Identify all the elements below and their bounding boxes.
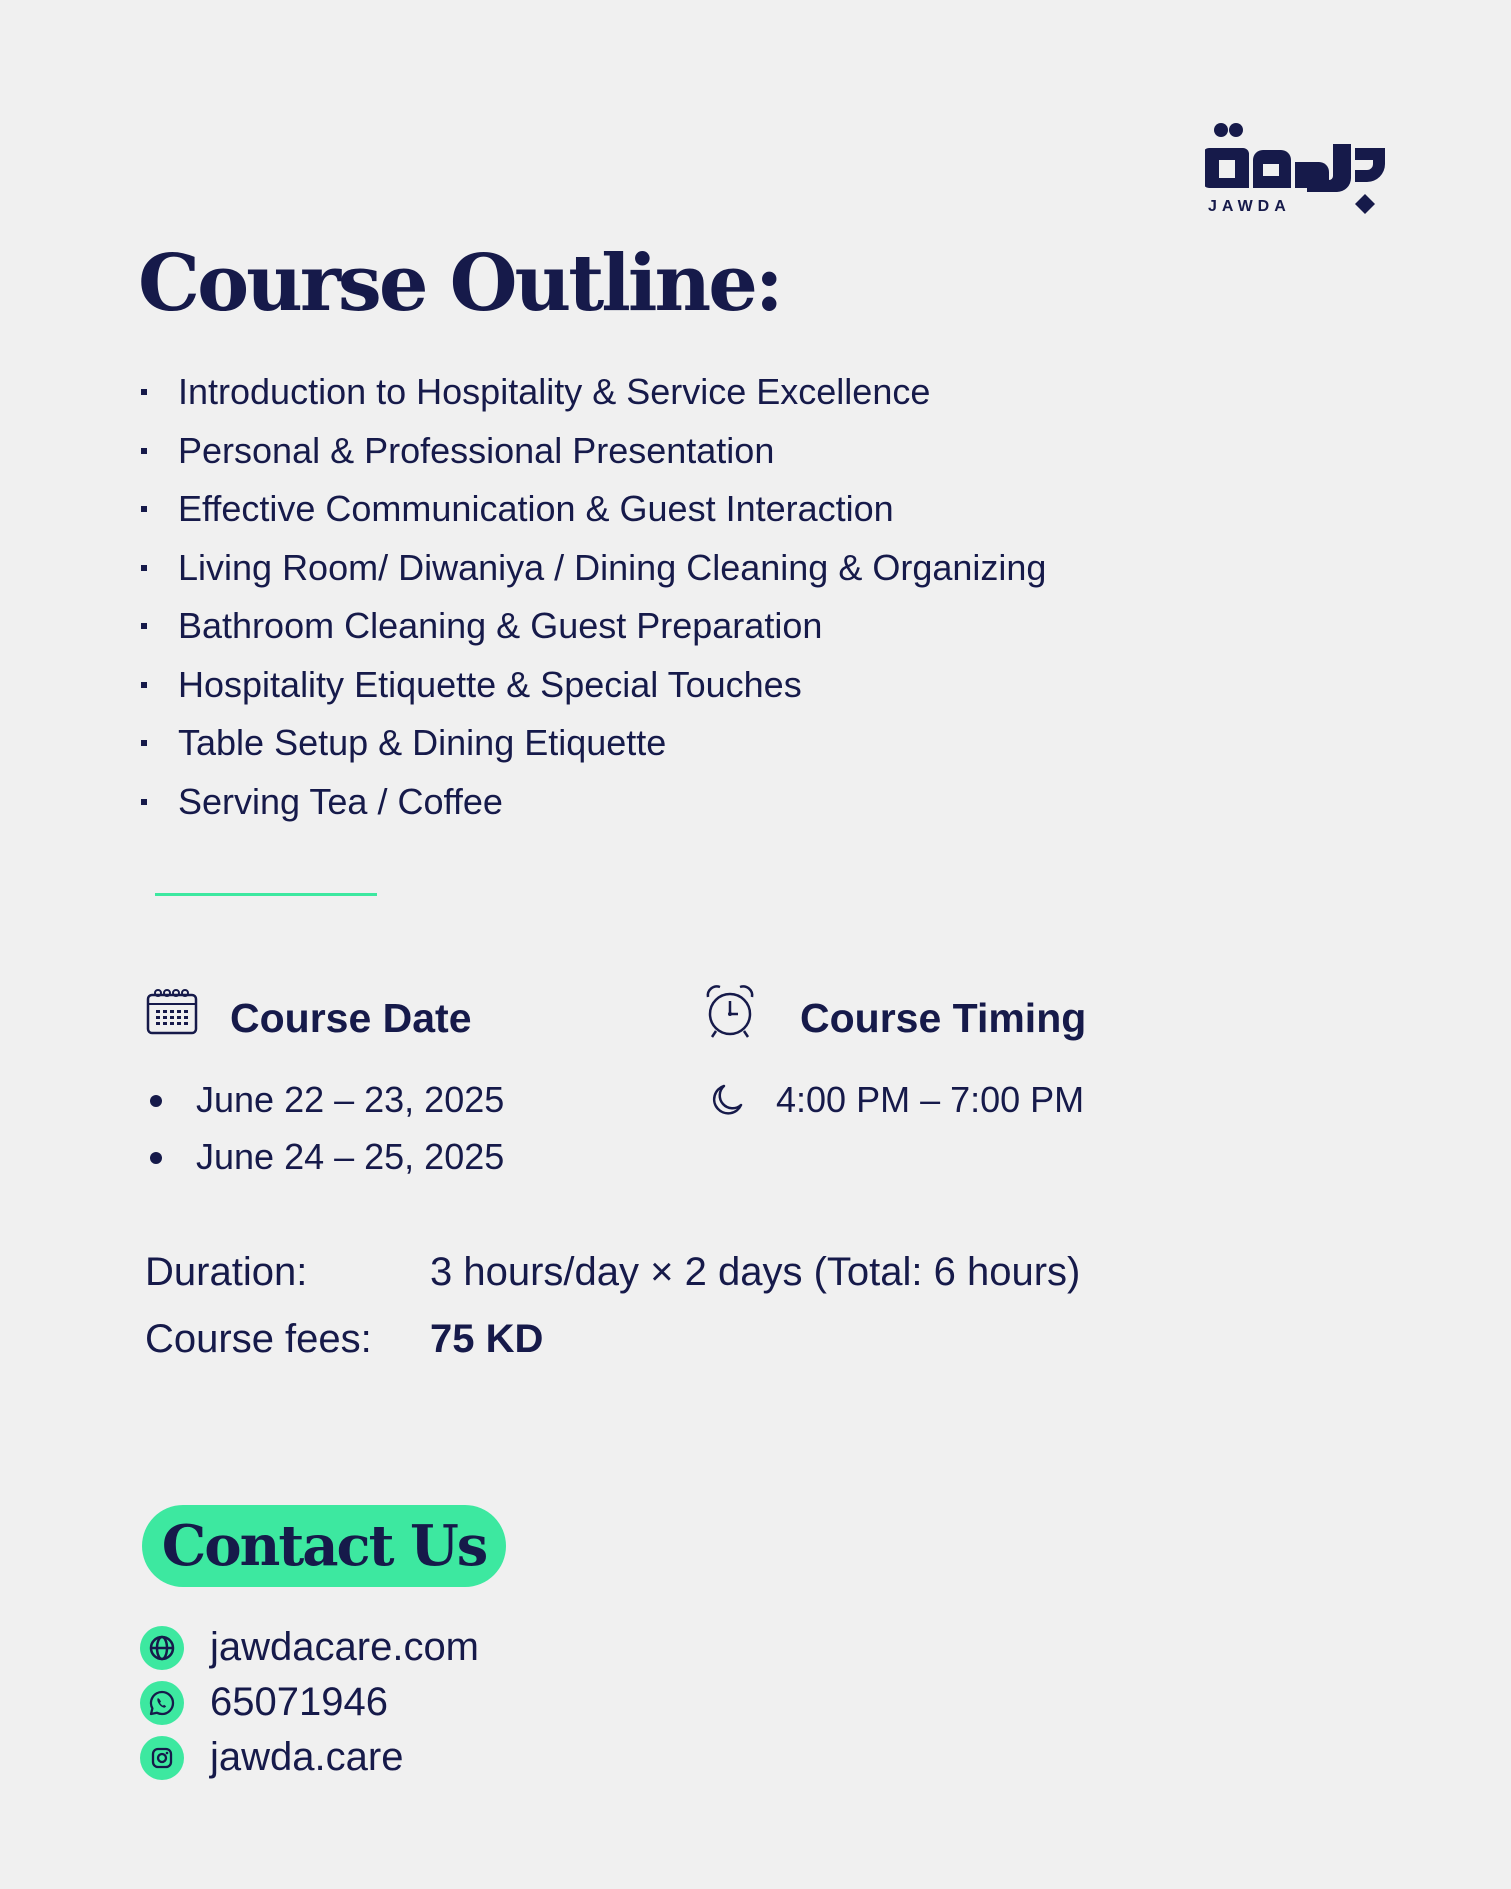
contact-us-heading: Contact Us xyxy=(161,1513,487,1579)
duration-value: 3 hours/day × 2 days (Total: 6 hours) xyxy=(430,1250,1081,1294)
website-link[interactable]: jawdacare.com xyxy=(210,1625,480,1669)
bullet-dot-icon xyxy=(150,1095,162,1107)
timing-text: 4:00 PM – 7:00 PM xyxy=(776,1079,1085,1120)
course-timing-heading: Course Timing xyxy=(800,995,1087,1041)
outline-item-text: Table Setup & Dining Etiquette xyxy=(178,722,667,763)
outline-item xyxy=(140,719,1046,778)
outline-item-text: Living Room/ Diwaniya / Dining Cleaning & Organizing xyxy=(178,546,1047,588)
instagram-handle[interactable]: jawda.care xyxy=(210,1735,404,1779)
bullet-dot-icon xyxy=(150,1152,162,1164)
bullet-square-icon xyxy=(141,623,147,629)
bullet-square-icon xyxy=(141,565,147,571)
bullet-square-icon xyxy=(141,448,147,454)
accent-divider xyxy=(155,893,377,896)
outline-item xyxy=(140,661,1046,720)
whatsapp-number[interactable]: 65071946 xyxy=(210,1680,388,1724)
globe-icon xyxy=(140,1626,184,1670)
page-title: Course Outline: xyxy=(138,238,781,329)
outline-item-text: Bathroom Cleaning & Guest Preparation xyxy=(178,605,823,646)
calendar-icon xyxy=(146,988,198,1036)
outline-item xyxy=(140,778,1046,837)
whatsapp-icon xyxy=(140,1681,184,1725)
outline-item xyxy=(140,368,1046,427)
date-item-text: June 24 – 25, 2025 xyxy=(196,1136,505,1177)
course-date-list xyxy=(148,1075,504,1189)
outline-item-text: Introduction to Hospitality & Service Excellence xyxy=(178,371,931,412)
contact-us-badge xyxy=(142,1505,506,1587)
moon-icon xyxy=(710,1083,744,1117)
outline-item xyxy=(140,602,1046,661)
course-outline-list xyxy=(140,368,1046,836)
instagram-icon xyxy=(140,1736,184,1780)
outline-item-text: Serving Tea / Coffee xyxy=(178,780,503,822)
bullet-square-icon xyxy=(141,506,147,512)
duration-label: Duration: xyxy=(145,1250,308,1294)
fees-label: Course fees: xyxy=(145,1317,372,1361)
date-item-text: June 22 – 23, 2025 xyxy=(196,1079,505,1120)
course-date-heading: Course Date xyxy=(230,995,472,1041)
date-item xyxy=(148,1132,504,1189)
outline-item xyxy=(140,485,1046,544)
outline-item xyxy=(140,544,1046,603)
outline-item xyxy=(140,427,1046,486)
outline-item-text: Personal & Professional Presentation xyxy=(178,429,775,471)
bullet-square-icon xyxy=(141,389,147,395)
alarm-clock-icon xyxy=(702,983,758,1039)
bullet-square-icon xyxy=(141,740,147,746)
date-item xyxy=(148,1075,504,1132)
logo-brand-text: JAWDA xyxy=(1208,198,1291,215)
bullet-square-icon xyxy=(141,799,147,805)
outline-item-text: Effective Communication & Guest Interaction xyxy=(178,488,894,529)
bullet-square-icon xyxy=(141,682,147,688)
fees-value: 75 KD xyxy=(430,1317,544,1361)
outline-item-text: Hospitality Etiquette & Special Touches xyxy=(178,663,802,705)
